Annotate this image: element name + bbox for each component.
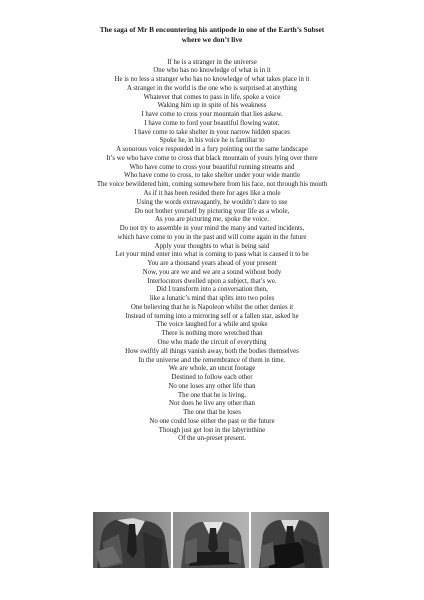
- poem-line: Now, you are we and we are a sound without body: [142, 268, 282, 276]
- poem-line: Do not bother yourself by picturing your life as a whole,: [134, 207, 290, 215]
- poem-line: Spoke he, in his voice he is familiar to: [159, 137, 265, 145]
- poem-line: There is nothing more wretched than: [161, 330, 263, 338]
- poem-line: He is no less a stranger who has no knowledge of what takes place in it: [114, 76, 310, 84]
- poem-line: Of the un-preset present.: [178, 435, 246, 443]
- poem-line: Waking him up in spite of his weakness: [157, 102, 267, 110]
- poem-line: which have come to you in the past and will come again in the future: [117, 233, 307, 241]
- poem-line: The one that he is living,: [177, 391, 247, 399]
- poem-line: I have come to take shelter in your narrow hidden spaces: [134, 128, 290, 136]
- poem-line: We are whole, an uncut footage: [168, 365, 256, 373]
- poem-line: The voice laughed for a while and spoke: [156, 321, 268, 329]
- poem-line: A stranger in the world is the one who is surprised at anything: [127, 84, 297, 92]
- title-line-2: where we don’t live: [181, 34, 243, 44]
- poem-line: Did I transform into a conversation then,: [156, 286, 268, 294]
- poem-line: I have come to ford your beautiful flowing water,: [144, 119, 280, 127]
- photo-frame-middle: [173, 512, 249, 568]
- poem-line: If he is a stranger in the universe: [167, 58, 257, 66]
- document-title: [0, 25, 424, 44]
- poem-line: I have come to cross your mountain that lies askew.: [141, 111, 283, 119]
- poem-line: Apply your thoughts to what is being said: [154, 242, 270, 250]
- poem-body: [0, 59, 424, 445]
- poem-line: like a lunatic’s mind that splits into two poles: [149, 295, 275, 303]
- poem-line: Instead of turning into a mirroring self or a fallen star, asked he: [125, 312, 299, 320]
- poem-line: Whatever that comes to pass in life, spoke a voice: [143, 93, 281, 101]
- poem-line: Using the words extravagantly, he wouldn’t dare to use: [136, 198, 288, 206]
- poem-line: Nor does he live any other than: [169, 400, 255, 408]
- poem-line: Who have come to cross your beautiful running streams and: [129, 163, 295, 171]
- poem-line: A sonorous voice responded in a fury pointing out the same landscape: [116, 146, 308, 154]
- poem-line: It’s we who have come to cross that black mountain of yours lying over there: [106, 154, 318, 162]
- poem-line: Destined to follow each other: [171, 374, 253, 382]
- poem-line: No one could lose either the past or the future: [149, 417, 275, 425]
- poem-line: One who made the circuit of everything: [157, 339, 267, 346]
- poem-line: One believing that he is Napoleon whilst the other denies it: [130, 303, 294, 311]
- poem-line: In the universe and the remembrance of them in time.: [138, 356, 286, 364]
- poem-line: Do not try to assemble in your mind the many and varied incidents,: [119, 225, 305, 233]
- poem-line: Though just get lost in the labyrinthine: [158, 426, 266, 434]
- title-line-1: The saga of Mr B encountering his antipode in one of the Earth’s Subset: [99, 25, 325, 34]
- poem-line: One who has no knowledge of what is in it: [153, 67, 271, 75]
- poem-line: Interlocutors dwelled upon a subject, that’s we.: [147, 277, 277, 285]
- photo-frame-left: [93, 512, 171, 568]
- poem-line: Let your mind enter into what is coming to pass what is caused it to be: [115, 251, 309, 259]
- photo-strip-graphic: [93, 512, 329, 568]
- poem-line: The one that he loses: [183, 409, 241, 417]
- photo-frame-right: [251, 512, 329, 568]
- poem-line: No one loses any other life than: [168, 382, 256, 390]
- poem-line: You are a thousand years ahead of your present: [147, 260, 277, 268]
- poem-line: As if it has been resided there for ages like a mole: [143, 189, 281, 197]
- poem-line: How swiftly all things vanish away, both the bodies themselves: [125, 347, 299, 355]
- poem-line: The voice bewildered him, coming somewhere from his face, not through his mouth: [96, 181, 328, 189]
- poem-line: As you are picturing me, spoke the voice.: [155, 216, 269, 224]
- poem-line: Who have come to cross, to take shelter under your wide mantle: [124, 172, 300, 180]
- photo-strip: [93, 512, 329, 568]
